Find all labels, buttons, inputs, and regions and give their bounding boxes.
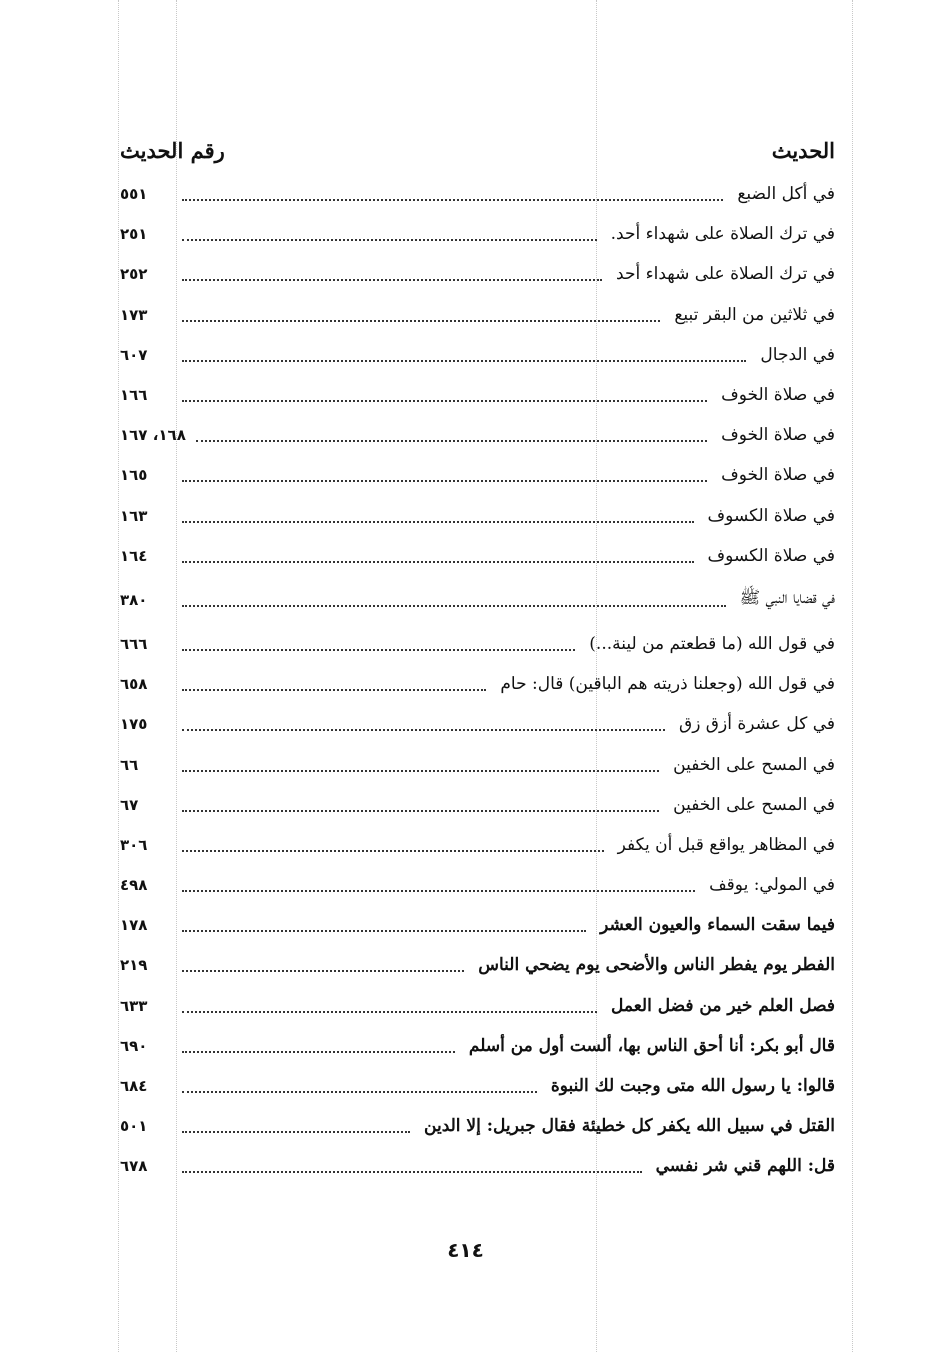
- entry-number: ٢٥٢: [120, 265, 148, 284]
- dot-leader: [182, 649, 575, 651]
- entry-number: ١٦٦: [120, 386, 148, 405]
- entry-text: في كل عشرة أزق زق: [679, 714, 835, 735]
- entry-text: في صلاة الخوف: [721, 465, 835, 486]
- index-entry: [120, 1146, 835, 1186]
- dot-leader: [182, 850, 604, 852]
- entry-text: في صلاة الكسوف: [707, 505, 835, 526]
- dot-leader: [182, 320, 660, 322]
- entry-text: في صلاة الخوف: [721, 385, 835, 406]
- index-entry: [120, 415, 835, 455]
- dot-leader: [182, 239, 597, 241]
- dot-leader: [182, 810, 659, 812]
- index-entry: [120, 704, 835, 744]
- entry-text: فصل العلم خير من فضل العمل: [611, 995, 835, 1016]
- entry-number: ٦٦: [120, 755, 139, 774]
- index-entry: [120, 536, 835, 576]
- entry-number: ٤٩٨: [120, 876, 148, 895]
- entry-number: ٣٨٠: [120, 590, 148, 609]
- entry-number: ٦٠٧: [120, 345, 148, 364]
- entry-number: ١٧٣: [120, 305, 148, 324]
- index-entry: [120, 825, 835, 865]
- dot-leader: [182, 279, 602, 281]
- entry-text: في قضايا النبي ﷺ: [739, 588, 835, 609]
- dot-leader: [182, 480, 707, 482]
- index-entry: [120, 905, 835, 945]
- entry-text: في ترك الصلاة على شهداء أحد: [616, 264, 835, 285]
- entry-number: ٦٧٨: [120, 1157, 148, 1176]
- index-entry: [120, 576, 835, 624]
- index-page: [120, 138, 835, 1187]
- hadith-number-column-heading: رقم الحديث: [120, 138, 225, 163]
- dot-leader: [182, 689, 486, 691]
- dot-leader: [182, 770, 659, 772]
- index-entry: [120, 254, 835, 294]
- entry-text: الفطر يوم يفطر الناس والأضحى يوم يضحي الناس: [478, 955, 835, 976]
- dot-leader: [182, 400, 707, 402]
- dot-leader: [182, 1051, 455, 1053]
- dot-leader: [182, 521, 694, 523]
- dot-leader: [182, 360, 746, 362]
- entry-text: في صلاة الكسوف: [707, 545, 835, 566]
- index-entry: [120, 174, 835, 214]
- index-entry: [120, 744, 835, 784]
- index-entry: [120, 214, 835, 254]
- scan-line: [852, 0, 853, 1352]
- entry-text: في المولي: يوقف: [709, 875, 835, 896]
- index-entry: [120, 455, 835, 495]
- dot-leader: [196, 440, 707, 442]
- entry-number: ٥٥١: [120, 185, 148, 204]
- entry-number: ٢١٩: [120, 956, 148, 975]
- index-entry: [120, 375, 835, 415]
- dot-leader: [182, 605, 726, 607]
- page-number: ٤١٤: [447, 1238, 484, 1262]
- entry-number: ١٧٨: [120, 916, 148, 935]
- dot-leader: [182, 970, 464, 972]
- index-header: [120, 138, 835, 174]
- entry-text: في قول الله (ما قطعتم من لينة...): [589, 633, 835, 654]
- entry-number: ٦٧: [120, 795, 139, 814]
- entry-number: ٣٠٦: [120, 835, 148, 854]
- entry-text: فيما سقت السماء والعيون العشر: [600, 915, 835, 936]
- hadith-column-heading: الحديث: [771, 138, 835, 163]
- index-entry: [120, 664, 835, 704]
- entry-number: ٦٩٠: [120, 1036, 148, 1055]
- index-list: [120, 174, 835, 1187]
- entry-text: قالوا: يا رسول الله متى وجبت لك النبوة: [550, 1076, 835, 1097]
- dot-leader: [182, 729, 665, 731]
- entry-number: ٦٣٣: [120, 996, 148, 1015]
- index-entry: [120, 945, 835, 985]
- entry-text: في المسح على الخفين: [673, 794, 835, 815]
- index-entry: [120, 624, 835, 664]
- dot-leader: [182, 1171, 642, 1173]
- entry-number: ١٦٤: [120, 546, 148, 565]
- index-entry: [120, 1066, 835, 1106]
- index-entry: [120, 496, 835, 536]
- entry-text: في ترك الصلاة على شهداء أحد.: [610, 224, 835, 245]
- entry-text: في أكل الضبع: [737, 184, 835, 205]
- entry-text: في المظاهر يواقع قبل أن يكفر: [617, 834, 835, 855]
- dot-leader: [182, 930, 586, 932]
- dot-leader: [182, 561, 694, 563]
- entry-number: ١٧٥: [120, 715, 148, 734]
- dot-leader: [182, 890, 695, 892]
- dot-leader: [182, 1091, 537, 1093]
- entry-text: في قول الله (وجعلنا ذريته هم الباقين) قال: حام: [500, 674, 835, 695]
- entry-text: القتل في سبيل الله يكفر كل خطيئة فقال جبريل: إلا الدين: [424, 1116, 835, 1137]
- scan-line: [118, 0, 119, 1352]
- entry-text: قال أبو بكر: أنا أحق الناس بها، ألست أول من أسلم: [468, 1035, 835, 1056]
- dot-leader: [182, 1131, 410, 1133]
- entry-text: في الدجال: [760, 344, 835, 365]
- dot-leader: [182, 1011, 597, 1013]
- entry-number: ٦٦٦: [120, 634, 148, 653]
- index-entry: [120, 865, 835, 905]
- entry-text: في ثلاثين من البقر تبيع: [674, 304, 835, 325]
- entry-text: في المسح على الخفين: [673, 754, 835, 775]
- entry-number: ٦٨٤: [120, 1077, 148, 1096]
- entry-number: ٢٥١: [120, 225, 148, 244]
- entry-number: ١٦٥: [120, 466, 148, 485]
- index-entry: [120, 1106, 835, 1146]
- entry-number: ٥٠١: [120, 1117, 148, 1136]
- index-entry: [120, 295, 835, 335]
- index-entry: [120, 986, 835, 1026]
- index-entry: [120, 1026, 835, 1066]
- entry-number: ٦٥٨: [120, 675, 148, 694]
- entry-text: قل: اللهم قني شر نفسي: [655, 1156, 835, 1177]
- entry-text: في صلاة الخوف: [721, 425, 835, 446]
- dot-leader: [182, 199, 723, 201]
- index-entry: [120, 785, 835, 825]
- entry-number: ١٦٣: [120, 506, 148, 525]
- entry-number: ١٦٨، ١٦٧: [120, 426, 186, 445]
- index-entry: [120, 335, 835, 375]
